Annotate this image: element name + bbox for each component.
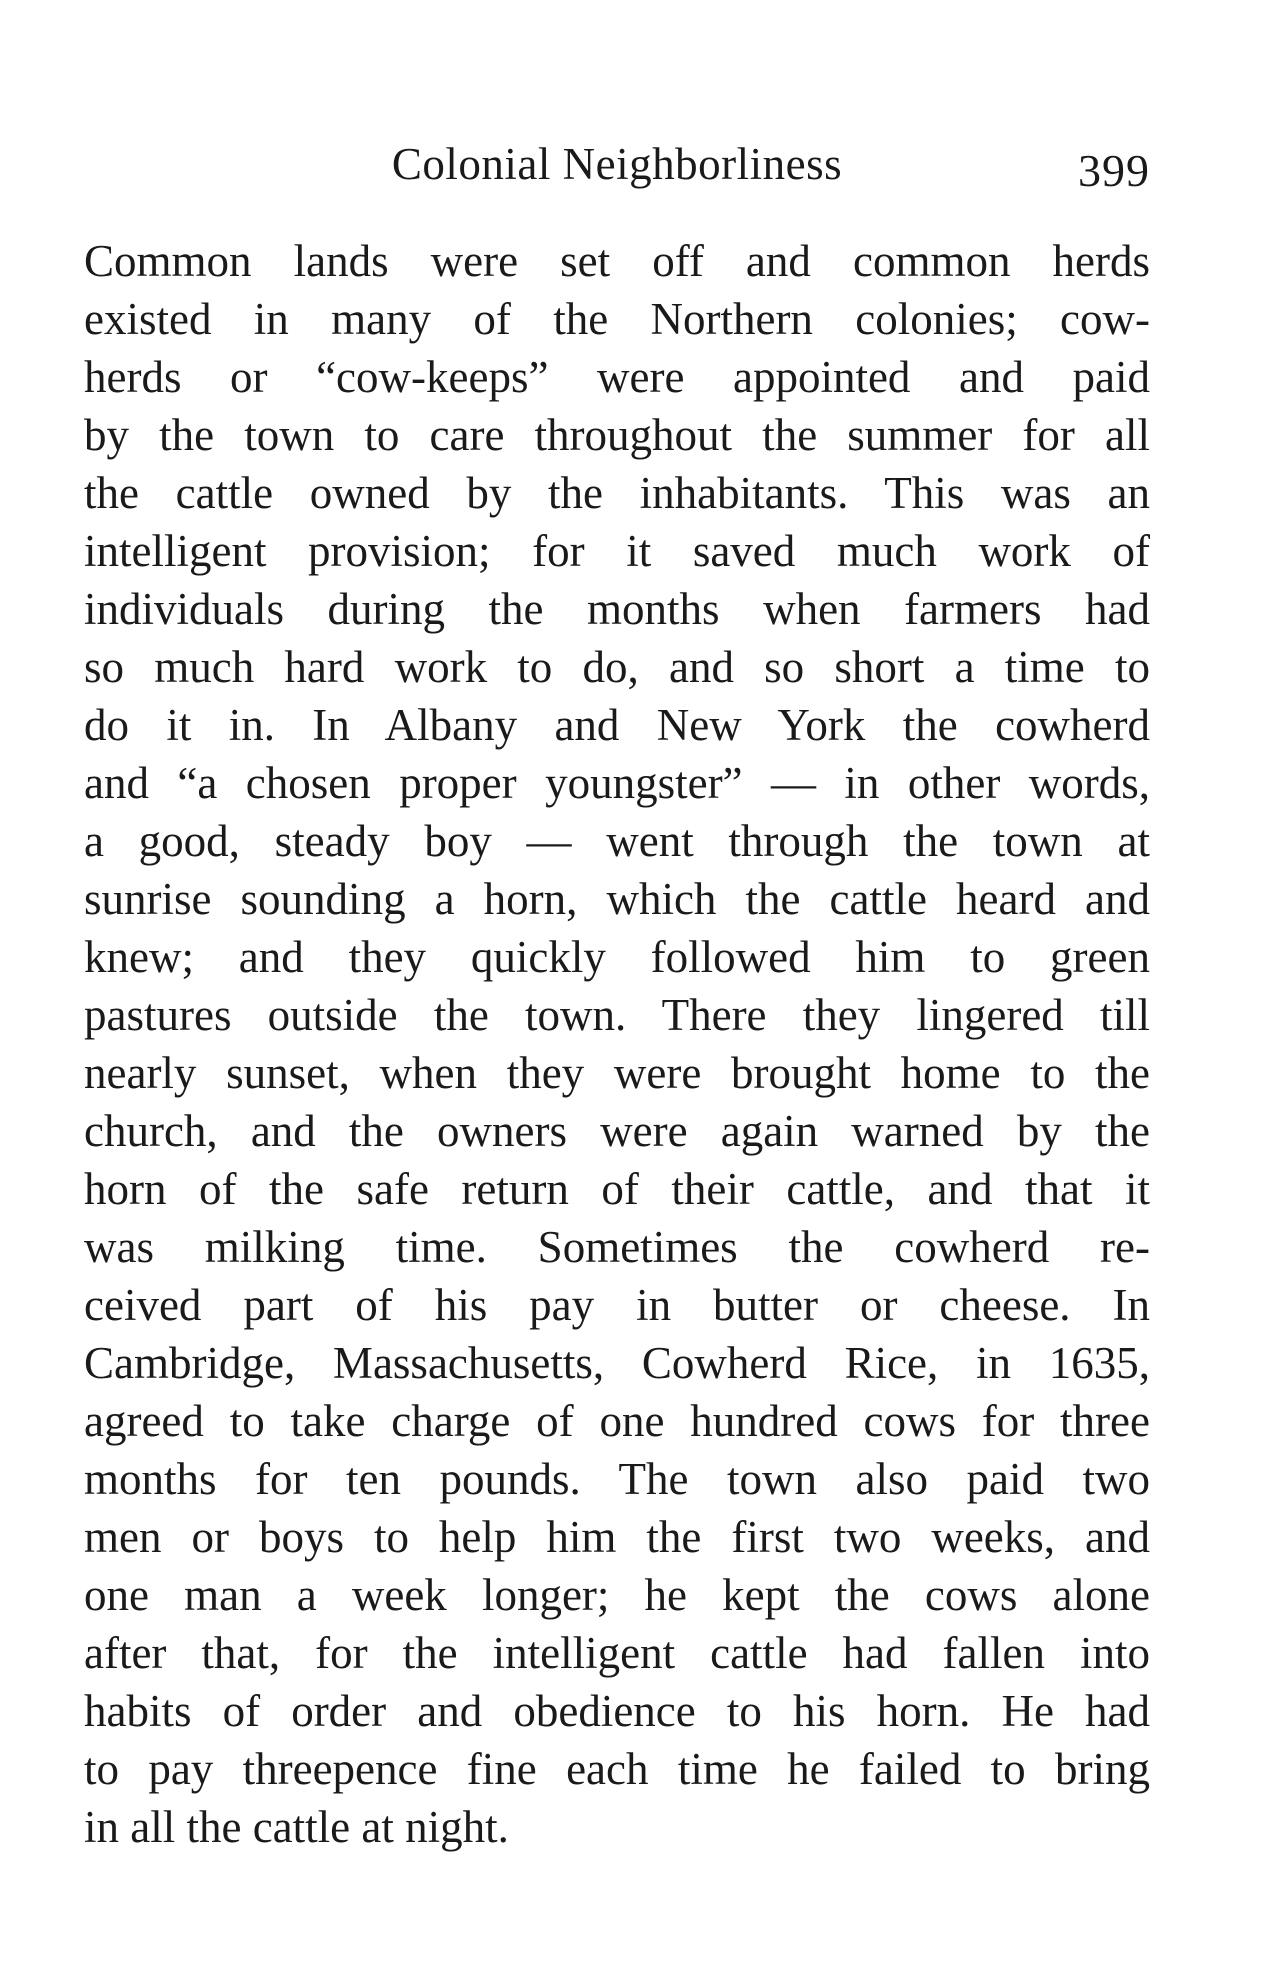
text-line: horn of the safe return of their cattle, and that it: [84, 1164, 1150, 1214]
text-line: do it in. In Albany and New York the cowherd: [84, 700, 1150, 750]
text-line: sunrise sounding a horn, which the cattle heard and: [84, 874, 1150, 924]
text-line: a good, steady boy — went through the town at: [84, 816, 1150, 866]
text-line: knew; and they quickly followed him to green: [84, 932, 1150, 982]
text-line: so much hard work to do, and so short a time to: [84, 642, 1150, 692]
text-line: was milking time. Sometimes the cowherd re-: [84, 1222, 1150, 1272]
text-line: Common lands were set off and common herds: [84, 236, 1150, 286]
text-line: pastures outside the town. There they lingered till: [84, 990, 1150, 1040]
text-line: habits of order and obedience to his horn. He had: [84, 1686, 1150, 1736]
text-line: Cambridge, Massachusetts, Cowherd Rice, in 1635,: [84, 1338, 1150, 1388]
text-line: the cattle owned by the inhabitants. This was an: [84, 468, 1150, 518]
text-line: months for ten pounds. The town also paid two: [84, 1454, 1150, 1504]
text-line: church, and the owners were again warned by the: [84, 1106, 1150, 1156]
running-head: [84, 138, 1150, 198]
text-line: in all the cattle at night.: [84, 1802, 509, 1852]
text-line: nearly sunset, when they were brought home to the: [84, 1048, 1150, 1098]
text-line: existed in many of the Northern colonies; cow-: [84, 294, 1150, 344]
text-line: agreed to take charge of one hundred cows for three: [84, 1396, 1150, 1446]
text-line: and “a chosen proper youngster” — in other words,: [84, 758, 1150, 808]
page-number: 399: [1078, 145, 1150, 196]
running-title: Colonial Neighborliness: [391, 139, 843, 189]
text-line: intelligent provision; for it saved much work of: [84, 526, 1150, 576]
body-paragraph: [84, 232, 1150, 1856]
text-line: one man a week longer; he kept the cows alone: [84, 1570, 1150, 1620]
text-line: herds or “cow-keeps” were appointed and paid: [84, 352, 1150, 402]
text-line: men or boys to help him the first two weeks, and: [84, 1512, 1150, 1562]
text-line: to pay threepence fine each time he failed to bring: [84, 1744, 1150, 1794]
text-line: after that, for the intelligent cattle had fallen into: [84, 1628, 1150, 1678]
text-line: individuals during the months when farmers had: [84, 584, 1150, 634]
text-line: by the town to care throughout the summer for all: [84, 410, 1150, 460]
text-line: ceived part of his pay in butter or cheese. In: [84, 1280, 1150, 1330]
